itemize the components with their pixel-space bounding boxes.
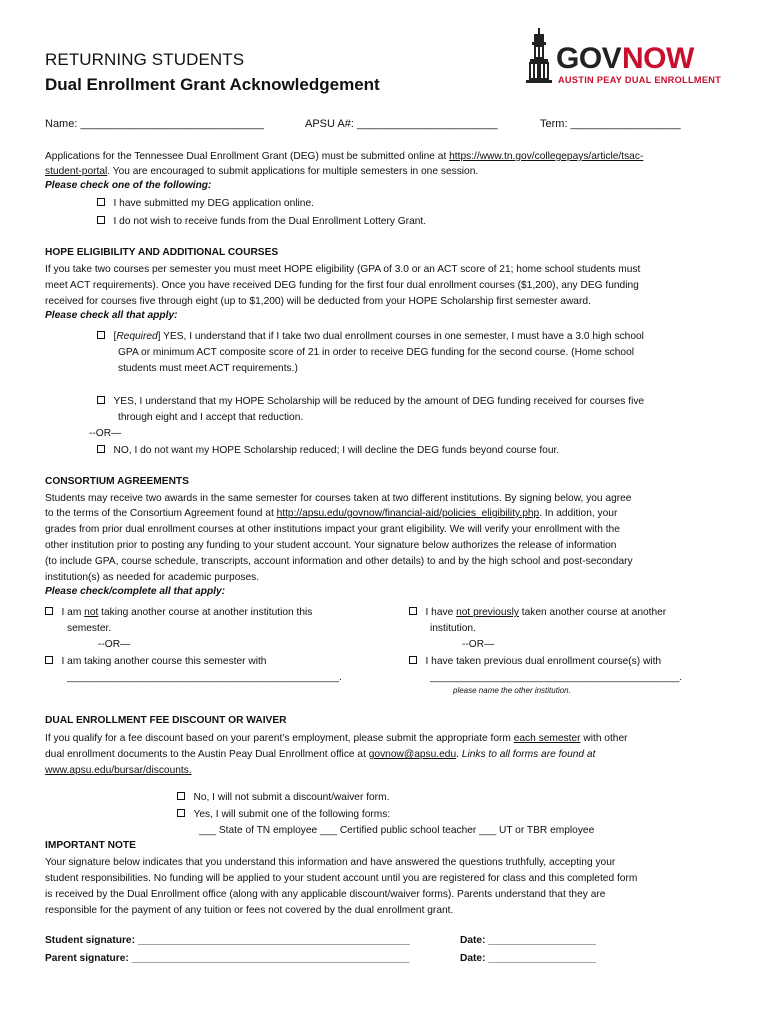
checkbox-hope-yes[interactable] [97,396,105,404]
hope-para-2: meet ACT requirements). Once you have received DEG funding for the first four dual enrollment courses ($1,200), any DEG funding [45,280,639,291]
consortium-line-3: grades from prior dual enrollment courses at other institutions impact your grant eligibility. We will verify your enrollment with the [45,524,620,535]
logo-subtitle: AUSTIN PEAY DUAL ENROLLMENT [558,75,722,85]
left-or-separator: --OR— [98,639,131,650]
checkbox-taking-another[interactable] [45,656,53,664]
hope-yes-text: YES, I understand that my HOPE Scholarship will be reduced by the amount of DEG funding received for courses five [113,396,645,407]
consortium-text: . In addition, your [539,508,618,519]
hope-para-3: received for courses five through eight (up to $1,200) will be deducted from your HOPE Scholarship first semester award. [45,296,591,307]
logo-gov-text: GOV [556,42,622,75]
logo-now-text: NOW [622,42,694,75]
hope-yes-line-1 [97,394,644,410]
other-institution-blank[interactable]: ________________________________________________. [67,672,342,683]
apsu-id-field[interactable]: APSU A#: _______________________ [305,118,498,130]
consortium-line-5: (to include GPA, course schedule, transcripts, account information and other details) to and by the high school and post-secondary [45,556,633,567]
checkbox-submitted-deg[interactable] [97,198,105,206]
govnow-email-link[interactable]: govnow@apsu.edu [368,749,457,760]
note-line-1: Your signature below indicates that you understand this information and have answered the questions truthfully, accepting your [45,857,616,868]
gov-now-logo [512,22,722,100]
checkbox-decline-grant[interactable] [97,216,105,224]
right-or-separator: --OR— [462,639,495,650]
fee-heading: DUAL ENROLLMENT FEE DISCOUNT OR WAIVER [45,715,287,726]
required-tag: Required [116,331,158,342]
consortium-line-1: Students may receive two awards in the same semester for courses taken at two different institutions. By signing below, you agree [45,493,632,504]
option-text: I am taking another course this semester with [61,656,267,667]
hope-heading: HOPE ELIGIBILITY AND ADDITIONAL COURSES [45,247,279,258]
hope-required-line-1: [Required] YES, I understand that if I take two dual enrollment courses in one semester, I must have a 3.0 high school [97,329,644,345]
option-decline-grant [97,214,426,230]
fee-line-2 [45,747,595,763]
consortium-agreement-link[interactable]: http://apsu.edu/govnow/financial-aid/policies_eligibility.php [276,508,540,519]
hope-no-line [97,443,559,459]
fee-form-types[interactable]: ___ State of TN employee ___ Certified public school teacher ___ UT or TBR employee [199,825,595,836]
bursar-discounts-link[interactable]: www.apsu.edu/bursar/discounts. [45,765,192,776]
note-line-4: responsible for the payment of any tuition or fees not covered by the dual enrollment grant. [45,905,454,916]
check-complete-instruction: Please check/complete all that apply: [45,586,226,597]
hope-required-line-3: students must meet ACT requirements.) [118,363,298,374]
not-emphasis: not [84,607,99,618]
fee-line-1 [45,731,628,747]
option-text: I have [425,607,457,618]
consortium-heading: CONSORTIUM AGREEMENTS [45,476,189,487]
fee-text: dual enrollment documents to the Austin Peay Dual Enrollment office at [45,749,369,760]
check-all-instruction: Please check all that apply: [45,310,178,321]
student-signature-line[interactable]: Student signature: ________________________________________________ [45,935,410,946]
checkbox-previous-courses[interactable] [409,656,417,664]
fee-text: . [456,749,462,760]
hope-yes-line-2: through eight and I accept that reduction. [118,412,304,423]
intro-text: Applications for the Tennessee Dual Enrollment Grant (DEG) must be submitted online at [45,151,450,162]
each-semester-emphasis: each semester [513,733,581,744]
intro-line-2 [45,164,478,180]
fee-forms-note: Links to all forms are found at [461,749,596,760]
required-text: ] YES, I understand that if I take two dual enrollment courses in one semester, I must have a 3.0 high school [157,331,644,342]
hope-or-separator: --OR— [89,428,122,439]
not-previously-emphasis: not previously [456,607,519,618]
note-line-2: student responsibilities. No funding will be applied to your student account until you are registered for class and this completed form [45,873,638,884]
fee-line-3 [45,763,192,779]
hope-required-line-2: GPA or minimum ACT composite score of 21 in order to receive DEG funding for the second course. (Home school [118,347,635,358]
hope-no-text: NO, I do not want my HOPE Scholarship reduced; I will decline the DEG funds beyond course four. [113,445,560,456]
option-text: I have taken previous dual enrollment course(s) with [425,656,662,667]
consortium-line-2 [45,506,617,522]
checkbox-hope-required[interactable] [97,331,105,339]
checkbox-not-previously[interactable] [409,607,417,615]
fee-option-yes [177,807,390,823]
institution-name-hint: please name the other institution. [453,686,571,695]
option-label: I have submitted my DEG application online. [113,198,314,209]
student-date-line[interactable]: Date: ___________________ [460,935,596,946]
not-previously-option-cont: institution. [430,623,476,634]
option-text: taking another course at another institution this [98,607,313,618]
fee-text: with other [580,733,628,744]
option-label: I do not wish to receive funds from the Dual Enrollment Lottery Grant. [113,216,427,227]
check-one-instruction: Please check one of the following: [45,180,212,191]
name-field[interactable]: Name: ______________________________ [45,118,264,130]
fee-text: If you qualify for a fee discount based on your parent’s employment, please submit the appropriate form [45,733,514,744]
hope-para-1: If you take two courses per semester you must meet HOPE eligibility (GPA of 3.0 or an ACT score of 21; home school students must [45,264,641,275]
intro-line-1 [45,149,643,165]
not-taking-option [45,605,312,621]
fee-option-no [177,790,389,806]
previous-institution-blank[interactable]: ____________________________________________. [430,672,683,683]
option-text: Yes, I will submit one of the following forms: [193,809,391,820]
deg-portal-link[interactable]: https://www.tn.gov/collegepays/article/tsac- [449,151,644,162]
title-grant-acknowledgement: Dual Enrollment Grant Acknowledgement [45,75,380,94]
consortium-text: to the terms of the Consortium Agreement found at [45,508,277,519]
term-field[interactable]: Term: __________________ [540,118,681,130]
not-taking-option-cont: semester. [67,623,112,634]
title-returning-students: RETURNING STUDENTS [45,50,245,69]
checkbox-fee-yes[interactable] [177,809,185,817]
deg-portal-link-cont[interactable]: student-portal [45,166,108,177]
checkbox-not-taking[interactable] [45,607,53,615]
option-text: taken another course at another [518,607,667,618]
parent-date-line[interactable]: Date: ___________________ [460,953,596,964]
taking-option [45,654,266,670]
option-submitted-deg [97,196,314,212]
checkbox-hope-no[interactable] [97,445,105,453]
consortium-line-4: other institution prior to posting any funding to your student account. Your signature below authorizes the release of information [45,540,617,551]
consortium-line-6: institution(s) as needed for academic purposes. [45,572,260,583]
parent-signature-line[interactable]: Parent signature: _________________________________________________ [45,953,410,964]
previous-courses-option [409,654,661,670]
intro-text-2: . You are encouraged to submit applications for multiple semesters in one session. [107,166,479,177]
option-text: I am [61,607,85,618]
not-previously-option [409,605,666,621]
important-note-heading: IMPORTANT NOTE [45,840,136,851]
checkbox-fee-no[interactable] [177,792,185,800]
note-line-3: is received by the Dual Enrollment office (along with any applicable discount/waiver forms). Parents understand that they are [45,889,606,900]
option-text: No, I will not submit a discount/waiver form. [193,792,390,803]
